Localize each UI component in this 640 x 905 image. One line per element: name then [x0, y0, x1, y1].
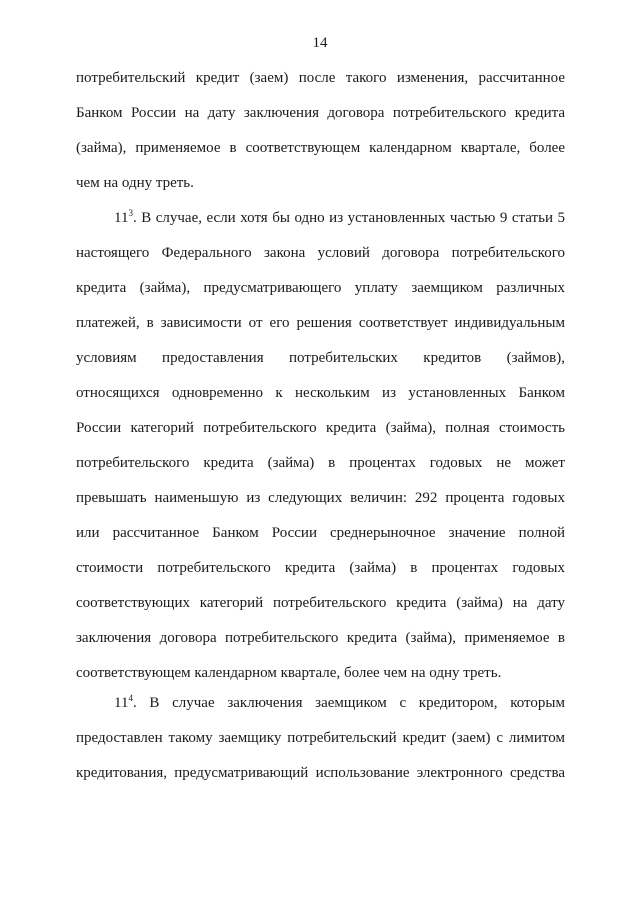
text-line: кредита (займа), предусматривающего уплату заемщиком различных [76, 280, 565, 296]
text-line: России категорий потребительского кредита (займа), полная стоимость [76, 420, 565, 436]
text-line: предоставлен такому заемщику потребительский кредит (заем) с лимитом [76, 730, 565, 746]
text-line: условиям предоставления потребительских кредитов (займов), [76, 350, 565, 366]
text-line: (займа), применяемое в соответствующем календарном квартале, более [76, 140, 565, 156]
text-line: соответствующих категорий потребительского кредита (займа) на дату [76, 595, 565, 611]
page-number: 14 [312, 35, 328, 51]
paragraph-number: $11^3$ [114, 208, 133, 226]
text-line: Банком России на дату заключения договора потребительского кредита [76, 105, 565, 121]
paragraph-number: $11^4$ [114, 693, 133, 711]
paragraph-11-3 [76, 201, 565, 691]
text-line: потребительского кредита (займа) в процентах годовых не может [76, 455, 565, 471]
text-line: превышать наименьшую из следующих величин: 292 процента годовых [76, 490, 565, 506]
paragraph-continuation [76, 61, 565, 201]
paragraph-11-4 [76, 686, 565, 791]
text-line: платежей, в зависимости от его решения соответствует индивидуальным [76, 315, 565, 331]
text-line: настоящего Федерального закона условий договора потребительского [76, 245, 565, 261]
text-line: соответствующем календарном квартале, более чем на одну треть. [76, 665, 502, 681]
text-line: стоимости потребительского кредита (займа) в процентах годовых [76, 560, 565, 576]
text-line: чем на одну треть. [76, 175, 194, 191]
text-line: потребительский кредит (заем) после такого изменения, рассчитанное [76, 70, 565, 86]
paragraph-first-line: $11^3$. В случае, если хотя бы одно из установленных частью 9 статьи 5 [114, 208, 565, 226]
text-line: относящихся одновременно к нескольким из установленных Банком [76, 385, 565, 401]
text-line: кредитования, предусматривающий использование электронного средства [76, 765, 565, 781]
paragraph-first-line: $11^4$. В случае заключения заемщиком с кредитором, которым [114, 693, 565, 711]
text-line: или рассчитанное Банком России среднерыночное значение полной [76, 525, 565, 541]
text-line: заключения договора потребительского кредита (займа), применяемое в [76, 630, 565, 646]
